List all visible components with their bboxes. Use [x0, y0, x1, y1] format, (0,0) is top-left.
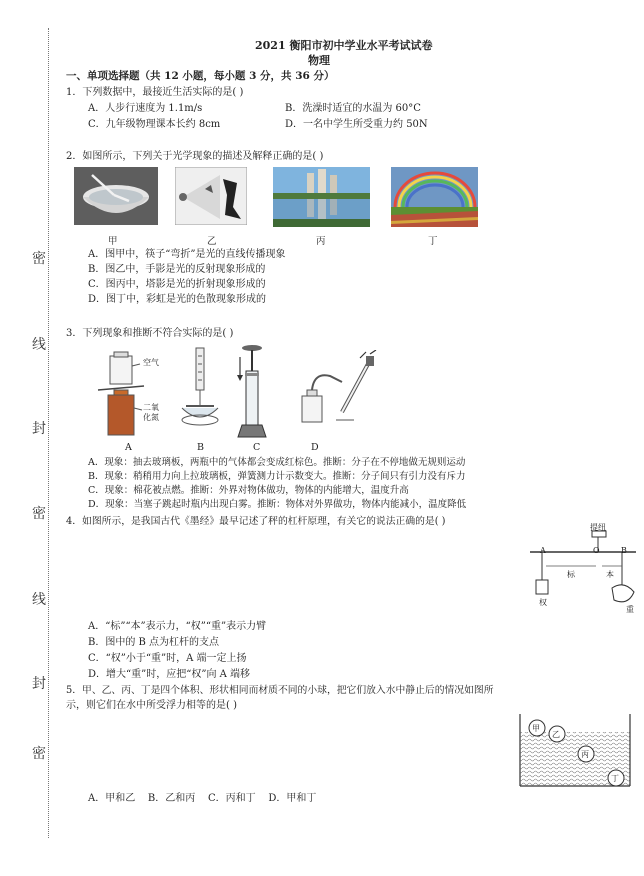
q3-option-a: A．现象：抽去玻璃板，两瓶中的气体都会变成红棕色。推断：分子在不停地做无规则运动: [88, 457, 466, 468]
label-o: O: [593, 546, 600, 555]
q3-option-b: B．现象：稍稍用力向上拉玻璃板，弹簧测力计示数变大。推断：分子间只有引力没有斥力: [88, 471, 466, 482]
q4-option-d: D．增大“重”时，应把“权”向 A 端移: [88, 669, 251, 680]
binding-mark: 密: [32, 251, 46, 267]
label-biao: 标: [567, 570, 575, 579]
q3-option-c: C．现象：棉花被点燃。推断：外界对物体做功，物体的内能增大，温度升高: [88, 485, 409, 496]
binding-dotted-line: [48, 28, 49, 838]
binding-mark: 密: [32, 506, 46, 522]
q3-stem: 3．下列现象和推断不符合实际的是( ): [66, 328, 234, 339]
ball-label-jia: 甲: [532, 724, 540, 733]
exam-subject: 物理: [308, 54, 330, 67]
figure-steelyard-lever: [524, 530, 640, 622]
photo-tower-reflection: [273, 167, 370, 227]
q1-option-b: B．洗澡时适宜的水温为 60°C: [285, 103, 421, 114]
q2-option-a: A．图甲中，筷子“弯折”是光的直线传播现象: [88, 249, 286, 260]
q5-stem-line2: 示，则它们在水中所受浮力相等的是( ): [66, 700, 237, 711]
photo-hand-shadow: [175, 167, 247, 225]
binding-mark: 线: [32, 592, 46, 608]
figure-spring-scale: [178, 346, 224, 438]
q1-option-a: A．人步行速度为 1.1m/s: [88, 103, 203, 114]
q1-option-c: C．九年级物理课本长约 8cm: [88, 119, 221, 130]
q4-option-a: A．“标”“本”表示力，“权”“重”表示力臂: [88, 621, 267, 632]
ball-label-ding: 丁: [611, 774, 619, 783]
label-quan: 权: [539, 598, 547, 607]
figure-fire-syringe: [232, 343, 272, 441]
photo-bowl-chopstick: [74, 167, 158, 225]
binding-mark: 封: [32, 421, 46, 437]
q2-option-c: C．图丙中，塔影是光的折射现象形成的: [88, 279, 266, 290]
exam-title: 2021 衡阳市初中学业水平考试试卷: [255, 39, 433, 52]
q2-stem: 2．如图所示，下列关于光学现象的描述及解释正确的是( ): [66, 151, 324, 162]
label-air: 空气: [143, 358, 159, 367]
binding-mark: 封: [32, 676, 46, 692]
label-ben: 本: [606, 570, 614, 579]
q5-stem-line1: 5．甲、乙、丙、丁是四个体积、形状相同而材质不同的小球，把它们放入水中静止后的情况如图所: [66, 685, 494, 696]
q1-option-d: D．一名中学生所受重力约 50N: [285, 119, 428, 130]
q3-caption-d: D: [311, 442, 319, 453]
q4-option-c: C．“权”小于“重”时，A 端一定上扬: [88, 653, 247, 664]
q4-option-b: B．图中的 B 点为杠杆的支点: [88, 637, 220, 648]
label-no2: 二氧化氮: [143, 403, 159, 422]
q3-caption-a: A: [125, 442, 132, 453]
q3-caption-c: C: [253, 442, 261, 453]
q2-caption-jia: 甲: [108, 236, 118, 247]
q2-caption-bing: 丙: [316, 236, 326, 247]
photo-rainbow: [391, 167, 478, 227]
q2-option-d: D．图丁中，彩虹是光的色散现象形成的: [88, 294, 267, 305]
binding-mark: 线: [32, 337, 46, 353]
q5-options: A．甲和乙 B．乙和丙 C．丙和丁 D．甲和丁: [88, 793, 317, 804]
section-heading: 一、单项选择题（共 12 小题，每小题 3 分，共 36 分）: [66, 70, 335, 82]
q3-caption-b: B: [197, 442, 204, 453]
ball-label-yi: 乙: [552, 730, 560, 739]
label-zhong: 重: [626, 605, 634, 614]
label-lifting-knob: 提纽: [590, 523, 606, 532]
figure-flask-stopper: [296, 350, 386, 440]
q1-stem: 1．下列数据中，最接近生活实际的是( ): [66, 87, 244, 98]
label-b: B: [621, 546, 627, 555]
q3-option-d: D．现象：当塞子跳起时瓶内出现白雾。推断：物体对外界做功，物体内能减小，温度降低: [88, 499, 467, 510]
ball-label-bing: 丙: [581, 750, 589, 759]
q2-caption-yi: 乙: [207, 236, 217, 247]
label-a: A: [540, 546, 546, 555]
q4-stem: 4．如图所示，是我国古代《墨经》最早记述了秤的杠杆原理，有关它的说法正确的是( ): [66, 516, 446, 527]
binding-mark: 密: [32, 746, 46, 762]
q2-option-b: B．图乙中，手影是光的反射现象形成的: [88, 264, 266, 275]
q2-caption-ding: 丁: [428, 236, 438, 247]
